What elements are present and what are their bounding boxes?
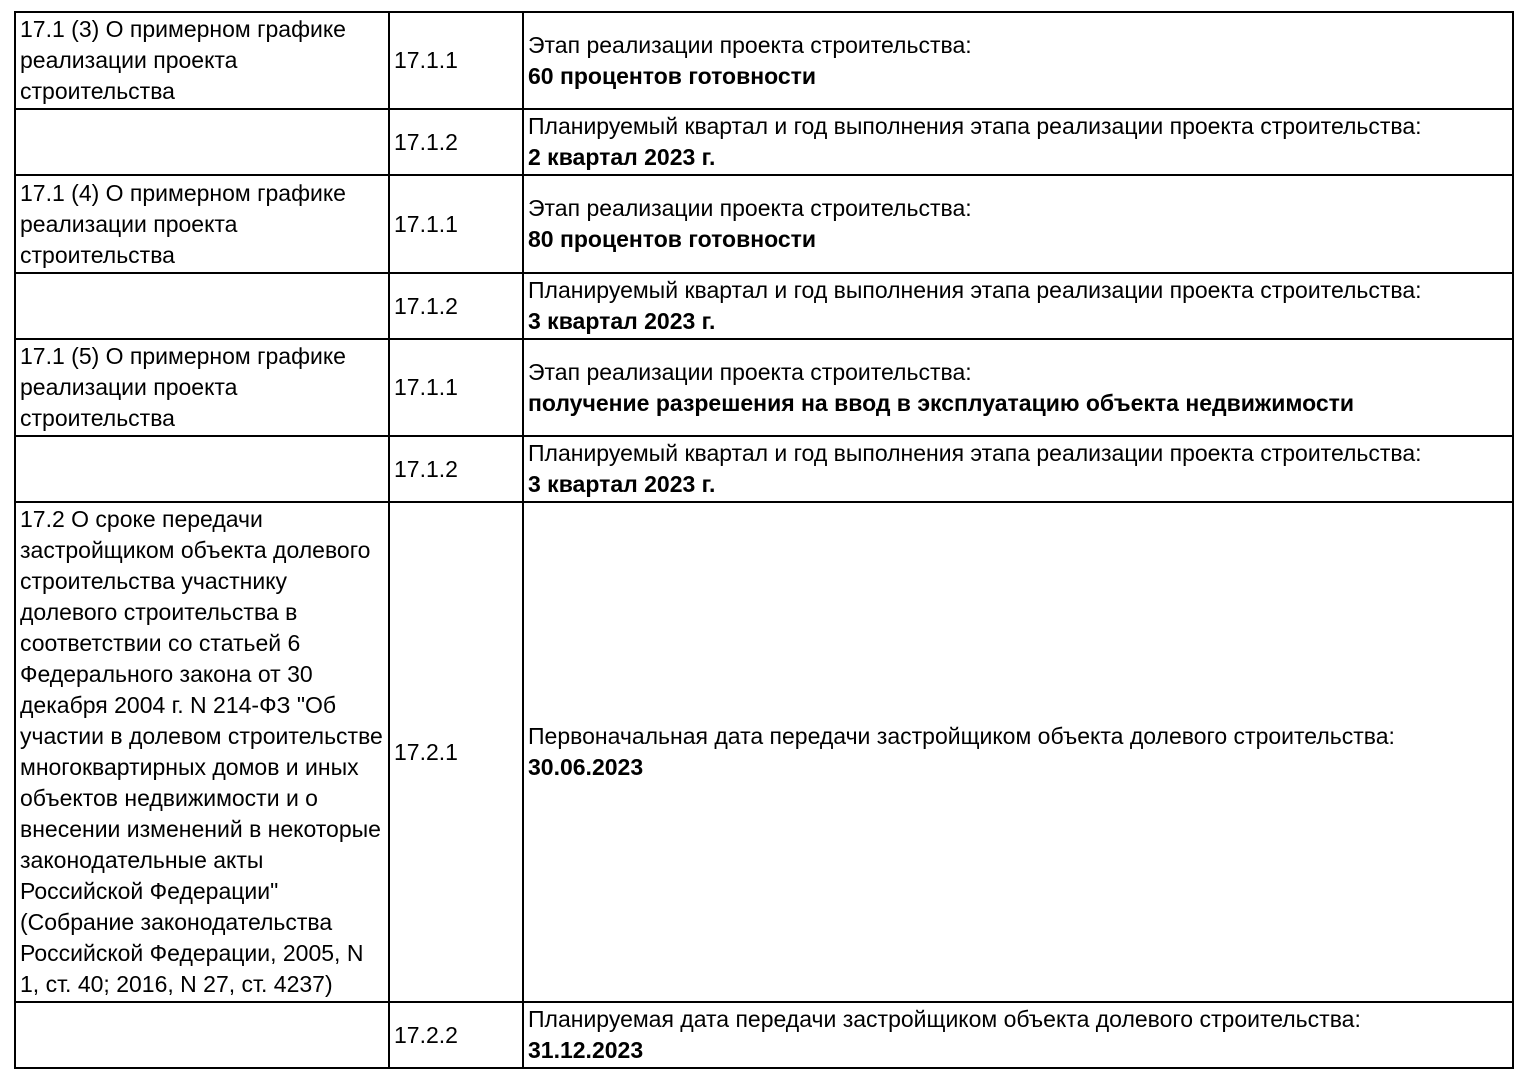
- code-text: 17.1.1: [394, 374, 458, 400]
- field-label: Планируемая дата передачи застройщиком объекта долевого строительства:: [528, 1006, 1361, 1032]
- table-row: [15, 175, 1513, 273]
- field-label: Первоначальная дата передачи застройщиком объекта долевого строительства:: [528, 723, 1395, 749]
- code-text: 17.1.2: [394, 128, 458, 155]
- code-cell: [389, 273, 523, 339]
- section-cell: [15, 109, 389, 175]
- section-cell: [15, 1002, 389, 1068]
- code-cell: [389, 12, 523, 109]
- field-label: Этап реализации проекта строительства:: [528, 358, 972, 385]
- field-label: Этап реализации проекта строительства:: [528, 195, 972, 221]
- content-cell: [523, 1002, 1513, 1068]
- field-value: 2 квартал 2023 г.: [528, 144, 716, 170]
- code-text: 17.1.1: [394, 210, 458, 237]
- field-label: Планируемый квартал и год выполнения этапа реализации проекта строительства:: [528, 440, 1422, 466]
- code-cell: [389, 502, 523, 1002]
- section-cell: [15, 339, 389, 436]
- table-row: [15, 1002, 1513, 1068]
- field-value: 31.12.2023: [528, 1037, 644, 1063]
- field-value: получение разрешения на ввод в эксплуатацию объекта недвижимости: [528, 389, 1355, 416]
- content-cell: [523, 436, 1513, 502]
- declaration-table: [14, 11, 1514, 1069]
- table-row: [15, 12, 1513, 109]
- table-row: [15, 339, 1513, 436]
- section-text: 17.1 (4) О примерном графике реализации проекта строительства: [20, 179, 346, 268]
- code-cell: [389, 175, 523, 273]
- field-label: Этап реализации проекта строительства:: [528, 31, 972, 58]
- section-cell: [15, 502, 389, 1002]
- table-row: [15, 502, 1513, 1002]
- code-text: 17.2.1: [394, 738, 458, 765]
- code-cell: [389, 339, 523, 436]
- code-text: 17.2.2: [394, 1021, 458, 1048]
- table-row: [15, 273, 1513, 339]
- field-value: 60 процентов готовности: [528, 62, 817, 89]
- content-cell: [523, 502, 1513, 1002]
- code-text: 17.1.2: [394, 455, 458, 482]
- declaration-table-body: [15, 12, 1513, 1068]
- section-text: 17.2 О сроке передачи застройщиком объекта долевого строительства участнику долевого строительства в соответствии со статьей 6 Федерального закона от 30 декабря 2004 г. N 214-ФЗ "Об участии в долевом строительстве многоквартирных домов и иных объектов недвижимости и о внесении изменений в некоторые законодательные акты Российской Федерации" (Собрание законодательства Российской Федерации, 2005, N 1, ст. 40; 2016, N 27, ст. 4237): [20, 506, 383, 997]
- section-cell: [15, 436, 389, 502]
- field-value: 30.06.2023: [528, 754, 644, 780]
- table-row: [15, 436, 1513, 502]
- table-row: [15, 109, 1513, 175]
- code-cell: [389, 109, 523, 175]
- code-cell: [389, 1002, 523, 1068]
- section-cell: [15, 12, 389, 109]
- code-cell: [389, 436, 523, 502]
- field-label: Планируемый квартал и год выполнения этапа реализации проекта строительства:: [528, 113, 1422, 139]
- section-cell: [15, 175, 389, 273]
- field-label: Планируемый квартал и год выполнения этапа реализации проекта строительства:: [528, 277, 1422, 303]
- section-text: 17.1 (5) О примерном графике реализации проекта строительства: [20, 343, 346, 431]
- section-cell: [15, 273, 389, 339]
- content-cell: [523, 273, 1513, 339]
- code-text: 17.1.1: [394, 47, 458, 73]
- content-cell: [523, 12, 1513, 109]
- field-value: 80 процентов готовности: [528, 226, 817, 252]
- section-text: 17.1 (3) О примерном графике реализации проекта строительства: [20, 16, 346, 104]
- field-value: 3 квартал 2023 г.: [528, 471, 716, 497]
- field-value: 3 квартал 2023 г.: [528, 308, 716, 334]
- code-text: 17.1.2: [394, 292, 458, 319]
- content-cell: [523, 339, 1513, 436]
- content-cell: [523, 175, 1513, 273]
- content-cell: [523, 109, 1513, 175]
